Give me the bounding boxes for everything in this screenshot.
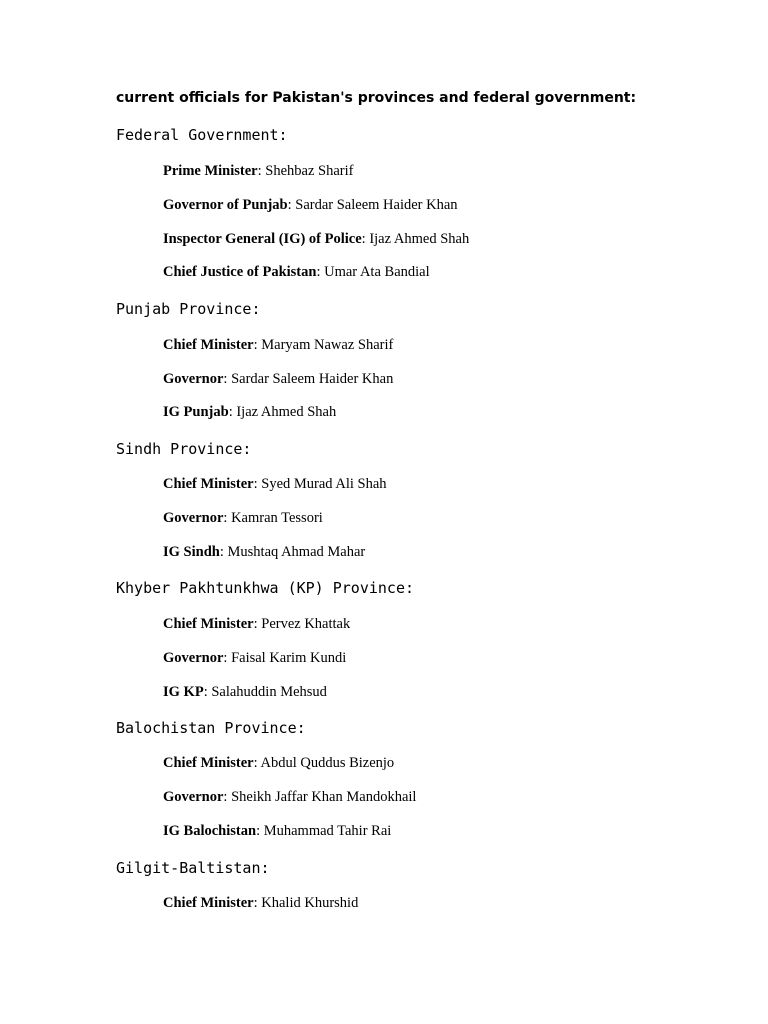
entry-role: IG Balochistan bbox=[163, 823, 257, 839]
entry-separator: : bbox=[253, 337, 262, 353]
entry-separator: : bbox=[223, 789, 232, 805]
entry-punjab-ig bbox=[163, 402, 336, 422]
entry-role: IG Sindh bbox=[163, 544, 220, 560]
entry-balochistan-ig bbox=[163, 821, 391, 841]
entry-separator: : bbox=[361, 231, 370, 247]
entry-role: Chief Minister bbox=[163, 616, 254, 632]
entry-kp-governor bbox=[163, 648, 346, 668]
entry-federal-chief-justice bbox=[163, 262, 430, 282]
entry-punjab-chief-minister bbox=[163, 335, 393, 355]
entry-role: Inspector General (IG) of Police bbox=[163, 231, 362, 247]
entry-name: Kamran Tessori bbox=[231, 510, 323, 526]
section-heading-kp: Khyber Pakhtunkhwa (KP) Province: bbox=[116, 579, 415, 597]
entry-separator: : bbox=[287, 197, 296, 213]
entry-name: Muhammad Tahir Rai bbox=[263, 823, 392, 839]
section-heading-gilgit-baltistan: Gilgit-Baltistan: bbox=[116, 859, 270, 877]
entry-name: Shehbaz Sharif bbox=[265, 163, 354, 179]
entry-name: Salahuddin Mehsud bbox=[211, 684, 327, 700]
entry-kp-chief-minister bbox=[163, 614, 350, 634]
section-heading-sindh: Sindh Province: bbox=[116, 440, 252, 458]
entry-separator: : bbox=[316, 264, 325, 280]
entry-sindh-governor bbox=[163, 508, 323, 528]
entry-role: Governor of Punjab bbox=[163, 197, 288, 213]
entry-separator: : bbox=[253, 476, 262, 492]
entry-role: Chief Minister bbox=[163, 755, 254, 771]
entry-name: Sardar Saleem Haider Khan bbox=[295, 197, 458, 213]
entry-role: IG KP bbox=[163, 684, 204, 700]
entry-gilgit-baltistan-chief-minister bbox=[163, 893, 358, 913]
entry-name: Abdul Quddus Bizenjo bbox=[260, 755, 395, 771]
entry-name: Faisal Karim Kundi bbox=[231, 650, 347, 666]
entry-name: Mushtaq Ahmad Mahar bbox=[227, 544, 366, 560]
document-title: current officials for Pakistan's provinces and federal government: bbox=[116, 90, 637, 106]
entry-role: Governor bbox=[163, 371, 224, 387]
entry-name: Ijaz Ahmed Shah bbox=[236, 404, 337, 420]
entry-federal-prime-minister bbox=[163, 161, 353, 181]
entry-role: Chief Minister bbox=[163, 895, 254, 911]
entry-separator: : bbox=[253, 895, 262, 911]
entry-name: Pervez Khattak bbox=[261, 616, 351, 632]
entry-separator: : bbox=[253, 755, 261, 771]
entry-federal-governor-punjab bbox=[163, 195, 458, 215]
entry-federal-ig-police bbox=[163, 229, 469, 249]
entry-name: Sardar Saleem Haider Khan bbox=[231, 371, 394, 387]
entry-role: Governor bbox=[163, 789, 224, 805]
entry-separator: : bbox=[253, 616, 262, 632]
entry-separator: : bbox=[203, 684, 212, 700]
entry-name: Umar Ata Bandial bbox=[324, 264, 430, 280]
entry-role: Chief Minister bbox=[163, 337, 254, 353]
entry-separator: : bbox=[256, 823, 264, 839]
entry-sindh-chief-minister bbox=[163, 474, 387, 494]
entry-name: Syed Murad Ali Shah bbox=[261, 476, 387, 492]
entry-separator: : bbox=[219, 544, 228, 560]
entry-punjab-governor bbox=[163, 369, 393, 389]
entry-sindh-ig bbox=[163, 542, 365, 562]
entry-name: Ijaz Ahmed Shah bbox=[369, 231, 470, 247]
entry-name: Maryam Nawaz Sharif bbox=[261, 337, 394, 353]
entry-role: Chief Minister bbox=[163, 476, 254, 492]
entry-separator: : bbox=[223, 650, 232, 666]
entry-kp-ig bbox=[163, 682, 327, 702]
entry-role: IG Punjab bbox=[163, 404, 229, 420]
section-heading-federal: Federal Government: bbox=[116, 126, 288, 144]
entry-role: Governor bbox=[163, 510, 224, 526]
entry-balochistan-governor bbox=[163, 787, 416, 807]
entry-role: Prime Minister bbox=[163, 163, 258, 179]
entry-separator: : bbox=[223, 510, 232, 526]
entry-role: Chief Justice of Pakistan bbox=[163, 264, 317, 280]
entry-role: Governor bbox=[163, 650, 224, 666]
entry-separator: : bbox=[223, 371, 232, 387]
entry-name: Khalid Khurshid bbox=[261, 895, 359, 911]
section-heading-balochistan: Balochistan Province: bbox=[116, 719, 306, 737]
entry-balochistan-chief-minister bbox=[163, 753, 394, 773]
entry-name: Sheikh Jaffar Khan Mandokhail bbox=[231, 789, 417, 805]
entry-separator: : bbox=[257, 163, 266, 179]
entry-separator: : bbox=[228, 404, 237, 420]
section-heading-punjab: Punjab Province: bbox=[116, 300, 261, 318]
